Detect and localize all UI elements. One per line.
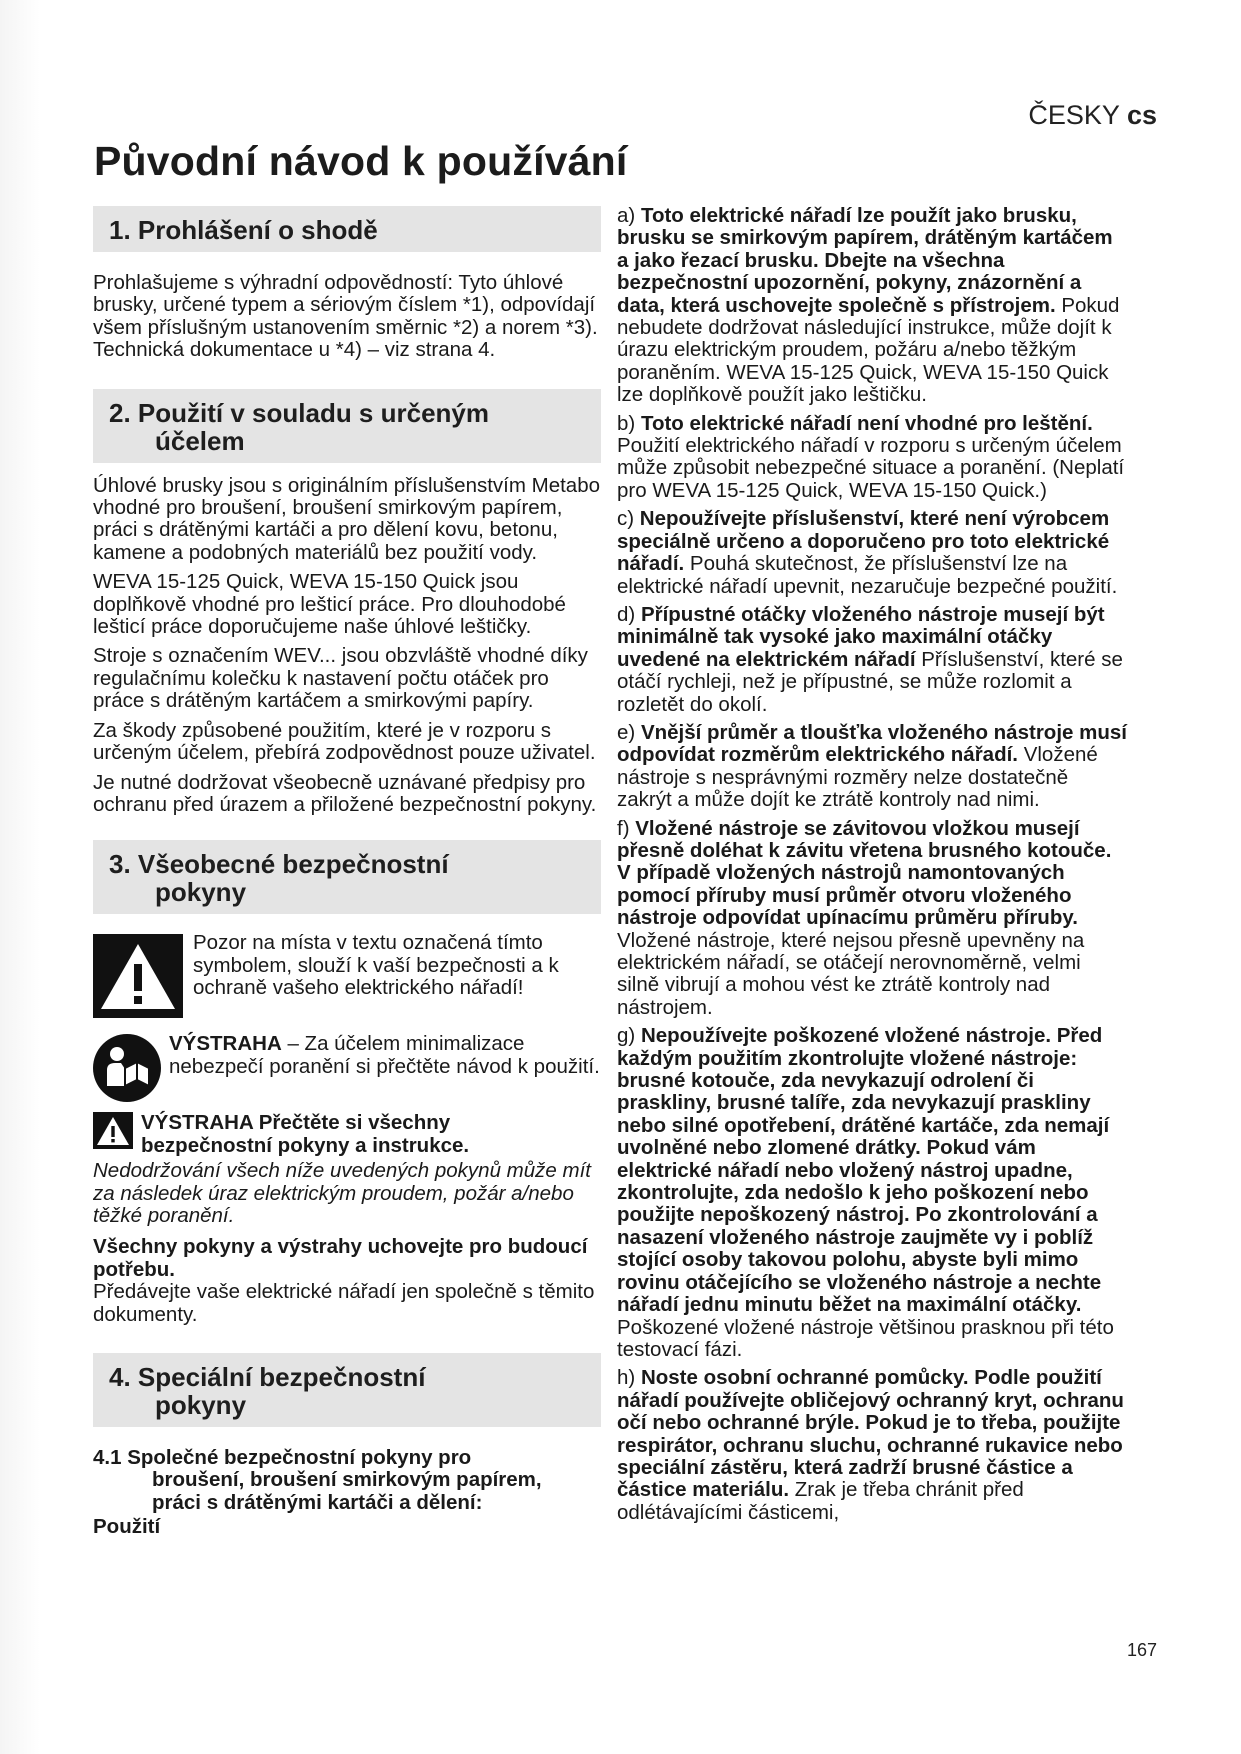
read-all-warning [93, 1112, 601, 1157]
warning-triangle-icon [93, 934, 183, 1018]
item-bold-text: Nepoužívejte poškozené vložené nástroje. Před každým použitím zkontrolujte vložené nástroje: brusné kotouče, zda nevykazují odrolení či praskliny, brusné talíře, zda nevykazují praskliny nebo silné opotřebení, drátěné kartáče, zda nemají uvolněné nebo zlomené drátky. Pokud vám elektrické nářadí nebo vložený nástroj upadne, zkontrolujte, zda nedošlo k jeho poškození nebo použijte nepoškozený nástroj. Po zkontrolování a nasazení vloženého nástroje zaujměte vy i poblíž stojící osoby takovou polohu, abyste byli mimo rovinu otáčejícího se vloženého nástroje a nechte nářadí jednu minutu běžet na maximální otáčky. [617, 1024, 1110, 1317]
item-bold-text: Vložené nástroje se závitovou vložkou musejí přesně doléhat k závitu vřetena brusného kotouče. V případě vložených nástrojů namontovaných pomocí příruby musí průměr otvoru vloženého nástroje odpovídat upínacímu průměru příruby. [617, 816, 1112, 930]
section-2-paragraph: Stroje s označením WEV... jsou obzvláště vhodné díky regulačnímu kolečku k nastavení počtu otáček pro práce s drátěným kartáčem a smirkovými papíry. [93, 644, 588, 713]
read-manual-warning [93, 1034, 601, 1102]
safety-item-e [617, 722, 1127, 812]
warning-triangle-small-icon [93, 1112, 133, 1149]
section-title: Prohlášení o shodě [137, 215, 378, 245]
language-code: cs [1126, 100, 1157, 130]
safety-item-a [617, 205, 1127, 407]
item-text: Zrak je třeba chránit před odlétávajícími částicemi, [617, 1478, 1024, 1524]
left-column [93, 206, 601, 1539]
item-text: Poškozené vložené nástroje většinou prasknou při této testovací fázi. [617, 1315, 1114, 1361]
section-1-text: Prohlašujeme s výhradní odpovědností: Tyto úhlové brusky, určené typem a sériovým číslem *1), odpovídají všem příslušným ustanovením směrnic *2) a norem *3). Technická dokumentace u *4) – viz strana 4. [93, 271, 598, 362]
item-bold-text: Toto elektrické nářadí není vhodné pro leštění. [640, 411, 1093, 435]
right-column [617, 205, 1127, 1530]
item-letter: f) [617, 816, 636, 840]
section-title-line2: pokyny [155, 877, 247, 908]
item-bold-text: Toto elektrické nářadí lze použít jako brusku, brusku se smirkovým papírem, drátěným kartáčem a jako řezací brusku. Dbejte na všechna bezpečnostní upozornění, pokyny, znázornění a data, která uschovejte společně s přístrojem. [617, 204, 1113, 317]
subsection-number: 4.1 [93, 1445, 122, 1469]
section-4-heading [93, 1353, 601, 1427]
section-title-line1: Speciální bezpečnostní [137, 1361, 426, 1392]
page-edge-shade [0, 0, 40, 1754]
language-label: ČESKY [1028, 100, 1120, 130]
item-letter: b) [617, 411, 641, 435]
section-2-paragraph: Je nutné dodržovat všeobecně uznávané předpisy pro ochranu před úrazem a přiložené bezpečnostní pokyny. [93, 770, 597, 816]
page-number: 167 [1126, 1640, 1157, 1660]
read-manual-icon [93, 1034, 161, 1102]
subsection-title-line1: Společné bezpečnostní pokyny pro [127, 1445, 472, 1469]
item-letter: g) [617, 1024, 641, 1048]
safety-item-h [617, 1367, 1127, 1524]
section-3-heading [93, 840, 601, 914]
item-text: Použití elektrického nářadí v rozporu s určeným účelem může způsobit nebezpečné situace a poranění. (Neplatí pro WEVA 15-125 Quick, WEVA 15-150 Quick.) [617, 434, 1125, 502]
section-2-paragraph: WEVA 15-125 Quick, WEVA 15-150 Quick jsou doplňkově vhodné pro lešticí práce. Pro dlouhodobé lešticí práce doporučujeme naše úhlové leštičky. [93, 570, 566, 639]
item-letter: a) [617, 204, 641, 227]
item-letter: d) [617, 602, 641, 626]
item-text: Vložené nástroje, které nejsou přesně upevněny na elektrickém nářadí, se otáčejí nerovnoměrně, velmi silně vibrují a mohou vést ke ztrátě kontroly nad nástrojem. [617, 928, 1085, 1019]
warning-consequence [93, 1160, 601, 1227]
symbol-explanation: Pozor na místa v textu označená tímto symbolem, slouží k vaší bezpečnosti a k ochraně vašeho elektrického nářadí! [193, 931, 559, 1000]
item-text: Vložené nástroje s nesprávnými rozměry nelze dostatečně zakrýt a může dojít ke ztrátě kontroly nad nimi. [617, 743, 1098, 812]
safety-item-f [617, 818, 1127, 1020]
keep-instructions: Všechny pokyny a výstrahy uchovejte pro budoucí potřebu. [93, 1235, 588, 1281]
safety-symbol-note [93, 931, 601, 1018]
section-number: 4. [109, 1361, 131, 1392]
section-number: 1. [109, 215, 131, 245]
item-bold-text: Vnější průměr a tloušťka vloženého nástroje musí odpovídat rozměrům elektrického nářadí. [617, 720, 1127, 767]
section-2-heading [93, 389, 601, 463]
safety-item-c [617, 508, 1127, 598]
item-bold-text: Přípustné otáčky vloženého nástroje musejí být minimálně tak vysoké jako maximální otáčky uvedené na elektrickém nářadí [617, 602, 1105, 671]
section-number: 3. [109, 849, 131, 880]
safety-item-b [617, 413, 1127, 503]
page-title: Původní návod k používání [94, 138, 628, 184]
warning-read-all: VÝSTRAHA Přečtěte si všechny bezpečnostní pokyny a instrukce. [141, 1111, 470, 1157]
warning-rest: – Za účelem minimalizace nebezpečí poranění si přečtěte návod k použití. [169, 1032, 600, 1078]
section-1-heading [93, 206, 601, 252]
section-title-line1: Použití v souladu s určeným [137, 397, 489, 428]
item-letter: e) [617, 720, 641, 744]
warning-label: VÝSTRAHA [169, 1032, 282, 1056]
item-text: Pokud nebudete dodržovat následující instrukce, může dojít k úrazu elektrickým proudem, požáru a/nebo těžkým poraněním. WEVA 15-125 Quick, WEVA 15-150 Quick lze doplňkově použít jako leštičku. [617, 293, 1120, 407]
section-2-paragraph: Úhlové brusky jsou s originálním příslušenstvím Metabo vhodné pro broušení, broušení smirkovým papírem, práci s drátěnými kartáči a pro dělení kovu, betonu, kamene a podobných materiálů bez použití vody. [93, 473, 601, 564]
section-title-line2: účelem [155, 425, 245, 456]
item-bold-text: Nepoužívejte příslušenství, které není výrobcem speciálně určeno a doporučeno pro toto elektrické nářadí. [617, 507, 1110, 576]
item-bold-text: Noste osobní ochranné pomůcky. Podle použití nářadí používejte obličejový ochranný kryt, ochranu očí nebo ochranné brýle. Pokud je to třeba, použijte respirátor, ochranu sluchu, ochranné rukavice nebo speciální zástěru, která zadrží brusné částice a částice materiálu. [617, 1366, 1124, 1502]
subsection-title-line2: broušení, broušení smirkovým papírem, [152, 1468, 542, 1492]
safety-item-d [617, 604, 1127, 716]
pass-on-instructions: Předávejte vaše elektrické nářadí jen společně s těmito dokumenty. [93, 1280, 595, 1326]
warning-text [169, 1033, 601, 1078]
item-text: Pouhá skutečnost, že příslušenství lze na elektrické nářadí upevnit, nezaručuje bezpečné použití. [617, 552, 1118, 598]
language-header [1028, 100, 1157, 131]
section-title-line2: pokyny [155, 1389, 247, 1420]
section-2-paragraph: Za škody způsobené použitím, které je v rozporu s určeným účelem, přebírá zodpovědnost pouze uživatel. [93, 718, 596, 765]
usage-label: Použití [93, 1515, 161, 1539]
subsection-4-1-title [93, 1447, 601, 1514]
item-letter: h) [617, 1366, 641, 1390]
subsection-title-line3: práci s drátěnými kartáči a dělení: [152, 1490, 483, 1514]
section-title-line1: Všeobecné bezpečnostní [137, 849, 449, 880]
safety-item-g [617, 1025, 1127, 1361]
section-number: 2. [109, 397, 131, 428]
item-text: Příslušenství, které se otáčí rychleji, než je přípustné, se může rozlomit a rozletět do okolí. [617, 647, 1123, 716]
item-letter: c) [617, 507, 640, 531]
warning-consequence-text: Nedodržování všech níže uvedených pokynů může mít za následek úraz elektrickým proudem, požár a/nebo těžké poranění. [93, 1159, 591, 1227]
